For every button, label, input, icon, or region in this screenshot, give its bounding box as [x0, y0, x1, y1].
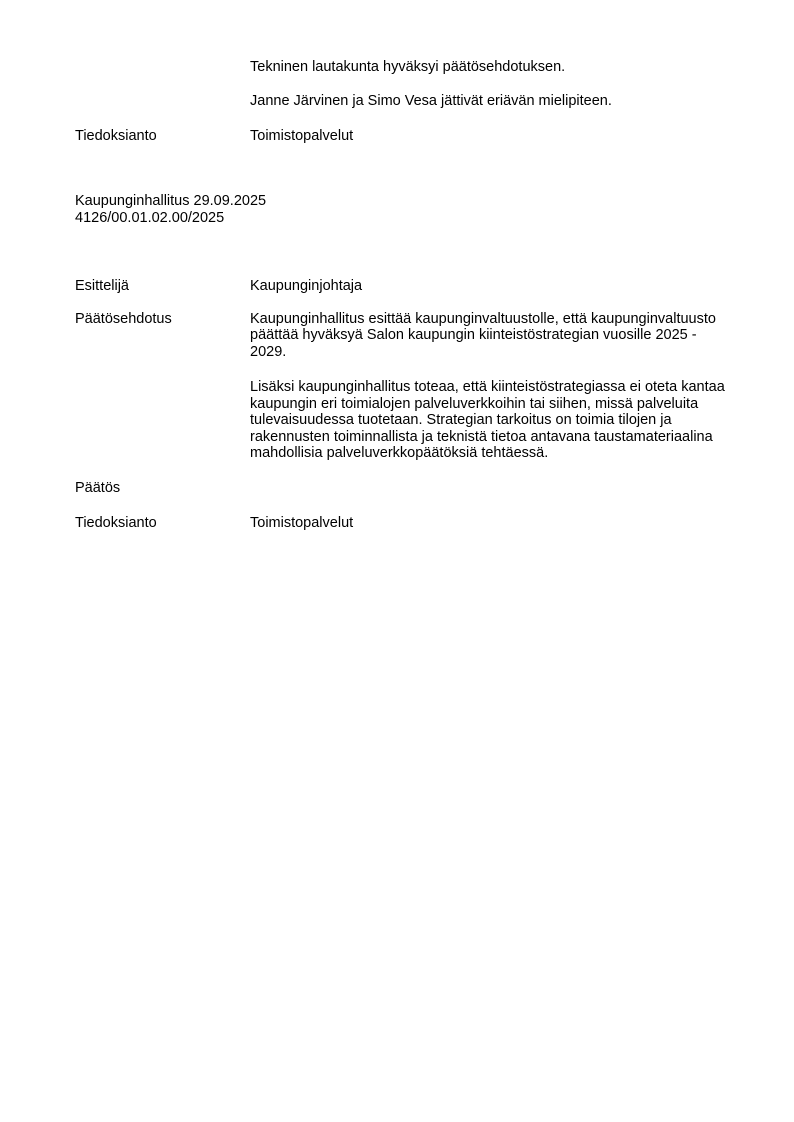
proposal-row — [75, 311, 760, 462]
presenter-row — [75, 278, 760, 295]
proposal-paragraph-2: Lisäksi kaupunginhallitus toteaa, että kiinteistöstrategiassa ei oteta kantaa kaupungin eri toimialojen palveluverkkoihin tai siihen, missä palveluita tulevaisuudessa tuotetaan. Strategian tarkoitus on toimia tilojen ja rakennusten toiminnallista ja teknistä tietoa antavana taustamateriaalina mahdollisia palveluverkkopäätöksiä tehtäessä. — [250, 379, 725, 461]
section-heading — [75, 193, 760, 226]
proposal-paragraph-1: Kaupunginhallitus esittää kaupunginvaltuustolle, että kaupunginvaltuusto päättää hyväksyä Salon kaupungin kiinteistöstrategian vuosille 2025 - 2029. — [250, 310, 716, 360]
notice-value-bottom: Toimistopalvelut — [250, 515, 354, 531]
board-decision-text: Tekninen lautakunta hyväksyi päätösehdotuksen. — [250, 59, 566, 75]
notice-value-top: Toimistopalvelut — [250, 127, 354, 144]
decision-row — [75, 480, 760, 497]
proposal-label: Päätösehdotus — [75, 310, 172, 327]
presenter-value: Kaupunginjohtaja — [250, 278, 363, 294]
presenter-label: Esittelijä — [75, 278, 129, 294]
notice-row-top — [75, 128, 760, 145]
board-decision-row — [75, 59, 760, 76]
dissenting-opinion-row — [75, 93, 760, 110]
case-number: 4126/00.01.02.00/2025 — [75, 209, 225, 226]
decision-label: Päätös — [75, 480, 121, 496]
notice-label-bottom: Tiedoksianto — [75, 515, 157, 531]
board-meeting-heading: Kaupunginhallitus 29.09.2025 — [75, 193, 267, 209]
dissenting-opinion-text: Janne Järvinen ja Simo Vesa jättivät eriävän mielipiteen. — [250, 92, 612, 109]
notice-row-bottom — [75, 515, 760, 532]
notice-label-top: Tiedoksianto — [75, 127, 157, 144]
